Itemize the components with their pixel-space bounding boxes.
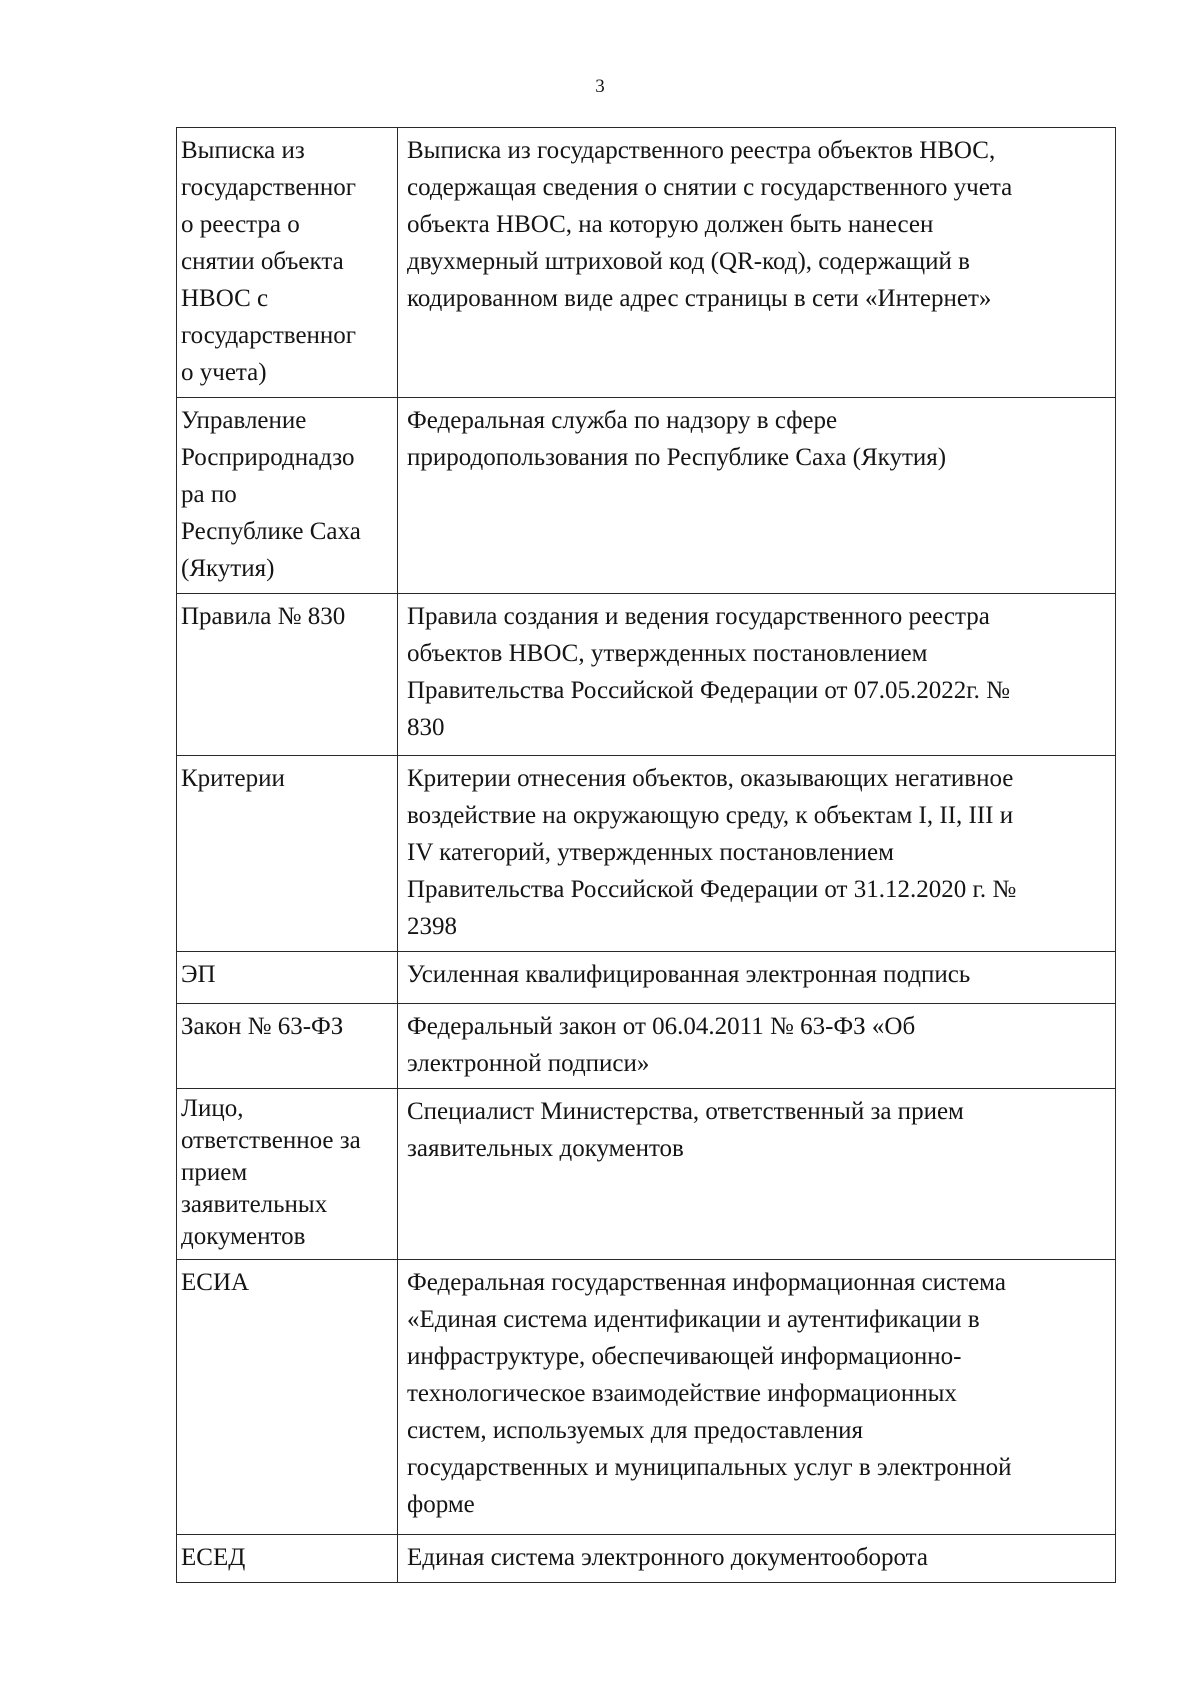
definition-text: Выписка из государственного реестра объектов НВОС, содержащая сведения о снятии с государственного учета объекта НВОС, на которую должен быть нанесен двухмерный штриховой код (QR-код), содержащий в кодированном виде адрес страницы в сети «Интернет» [407, 137, 1013, 312]
definition-text: Федеральный закон от 06.04.2011 № 63-ФЗ «Об электронной подписи» [407, 1013, 916, 1077]
definition-cell [398, 1535, 1116, 1583]
term-cell [177, 952, 398, 1004]
table-row [177, 1260, 1116, 1535]
definition-text: Единая система электронного документооборота [407, 1544, 929, 1571]
term-text: ЕСЕД [181, 1544, 246, 1571]
definition-text: Федеральная государственная информационная система «Единая система идентификации и аутентификации в инфраструктуре, обеспечивающей информационно- технологическое взаимодействие информационных систем, используемых для предоставления государственных и муниципальных услуг в электронной форме [407, 1269, 1012, 1518]
definition-text: Правила создания и ведения государственного реестра объектов НВОС, утвержденных постановлением Правительства Российской Федерации от 07.05.2022г. № 830 [407, 603, 1010, 741]
term-cell [177, 1535, 398, 1583]
term-cell [177, 1004, 398, 1089]
definition-cell [398, 128, 1116, 398]
definition-cell [398, 756, 1116, 952]
definition-cell [398, 398, 1116, 594]
term-text: Закон № 63-ФЗ [181, 1013, 344, 1040]
term-cell [177, 1260, 398, 1535]
term-text: ЭП [181, 961, 216, 988]
table-row [177, 594, 1116, 756]
table-row [177, 756, 1116, 952]
definition-cell [398, 952, 1116, 1004]
definition-cell [398, 1260, 1116, 1535]
definition-text: Усиленная квалифицированная электронная подпись [407, 961, 971, 988]
definition-cell [398, 1004, 1116, 1089]
table-row [177, 398, 1116, 594]
term-cell [177, 1089, 398, 1260]
table-row [177, 1535, 1116, 1583]
definition-text: Федеральная служба по надзору в сфере природопользования по Республике Саха (Якутия) [407, 407, 947, 471]
definitions-table [176, 127, 1116, 1583]
term-text: Лицо, ответственное за прием заявительных документов [181, 1095, 361, 1250]
page-number: 3 [595, 76, 605, 97]
term-cell [177, 128, 398, 398]
table-row [177, 1089, 1116, 1260]
definition-text: Критерии отнесения объектов, оказывающих негативное воздействие на окружающую среду, к объектам I, II, III и IV категорий, утвержденных постановлением Правительства Российской Федерации от 31.12.2020 г. № 2398 [407, 765, 1017, 940]
table-row [177, 128, 1116, 398]
table-row [177, 1004, 1116, 1089]
term-text: Управление Росприроднадзо ра по Республике Саха (Якутия) [181, 407, 361, 582]
table-row [177, 952, 1116, 1004]
term-cell [177, 756, 398, 952]
term-cell [177, 398, 398, 594]
definition-cell [398, 594, 1116, 756]
term-text: ЕСИА [181, 1269, 250, 1296]
term-cell [177, 594, 398, 756]
definition-text: Специалист Министерства, ответственный за прием заявительных документов [407, 1098, 964, 1162]
definition-cell [398, 1089, 1116, 1260]
term-text: Критерии [181, 765, 285, 792]
term-text: Выписка из государственног о реестра о снятии объекта НВОС с государственног о учета) [181, 137, 357, 386]
term-text: Правила № 830 [181, 603, 346, 630]
